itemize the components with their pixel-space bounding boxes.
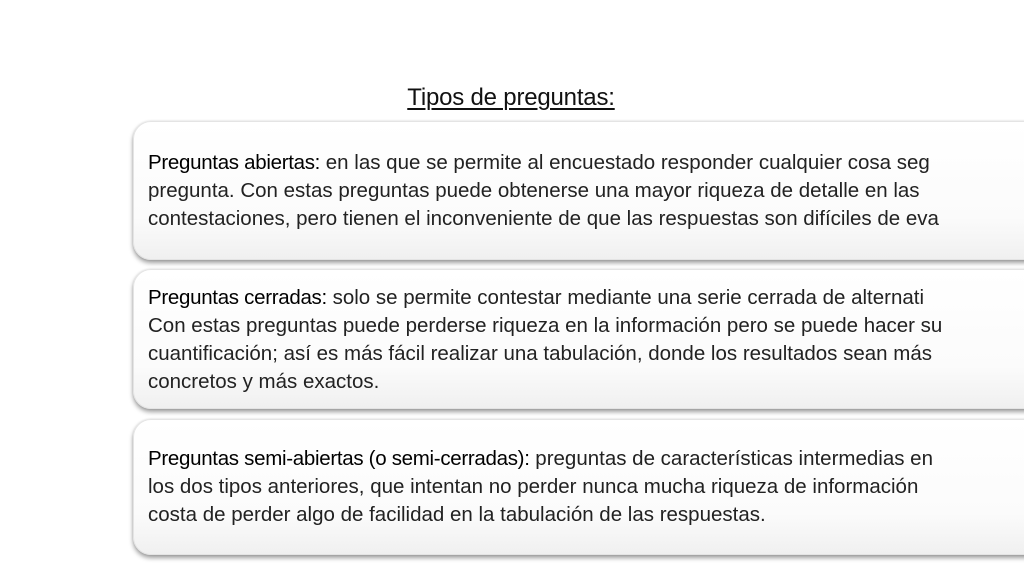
card-term: Preguntas abiertas:: [148, 151, 321, 174]
card-line: Con estas preguntas puede perderse riqueza en la información pero se puede hacer su: [148, 314, 943, 337]
card-line: [148, 284, 1024, 312]
card-description: en las que se permite al encuestado responder cualquier cosa seg: [320, 151, 930, 174]
card-line: contestaciones, pero tienen el inconveniente de que las respuestas son difíciles de eva: [148, 207, 939, 230]
card-line: costa de perder algo de facilidad en la tabulación de las respuestas.: [148, 503, 766, 526]
slide-title: [0, 84, 1024, 112]
card-preguntas-cerradas: [133, 269, 1024, 409]
card-line: concretos y más exactos.: [148, 370, 380, 393]
slide-title-text: Tipos de preguntas:: [407, 84, 615, 111]
card-term: Preguntas semi-abiertas (o semi-cerradas):: [148, 447, 530, 470]
card-line: [148, 149, 1024, 177]
card-line: cuantificación; así es más fácil realizar una tabulación, donde los resultados sean más: [148, 342, 932, 365]
card-description: solo se permite contestar mediante una serie cerrada de alternati: [326, 286, 925, 309]
card-text: [148, 122, 1024, 233]
card-line: pregunta. Con estas preguntas puede obtenerse una mayor riqueza de detalle en las: [148, 179, 920, 202]
card-preguntas-abiertas: [133, 121, 1024, 260]
card-description: preguntas de características intermedias en: [529, 447, 933, 470]
card-preguntas-semi-abiertas: [133, 419, 1024, 555]
card-line: los dos tipos anteriores, que intentan no perder nunca mucha riqueza de información: [148, 475, 919, 498]
card-text: [148, 420, 1024, 529]
card-line: [148, 445, 1024, 473]
card-text: [148, 270, 1024, 396]
card-term: Preguntas cerradas:: [148, 286, 327, 309]
